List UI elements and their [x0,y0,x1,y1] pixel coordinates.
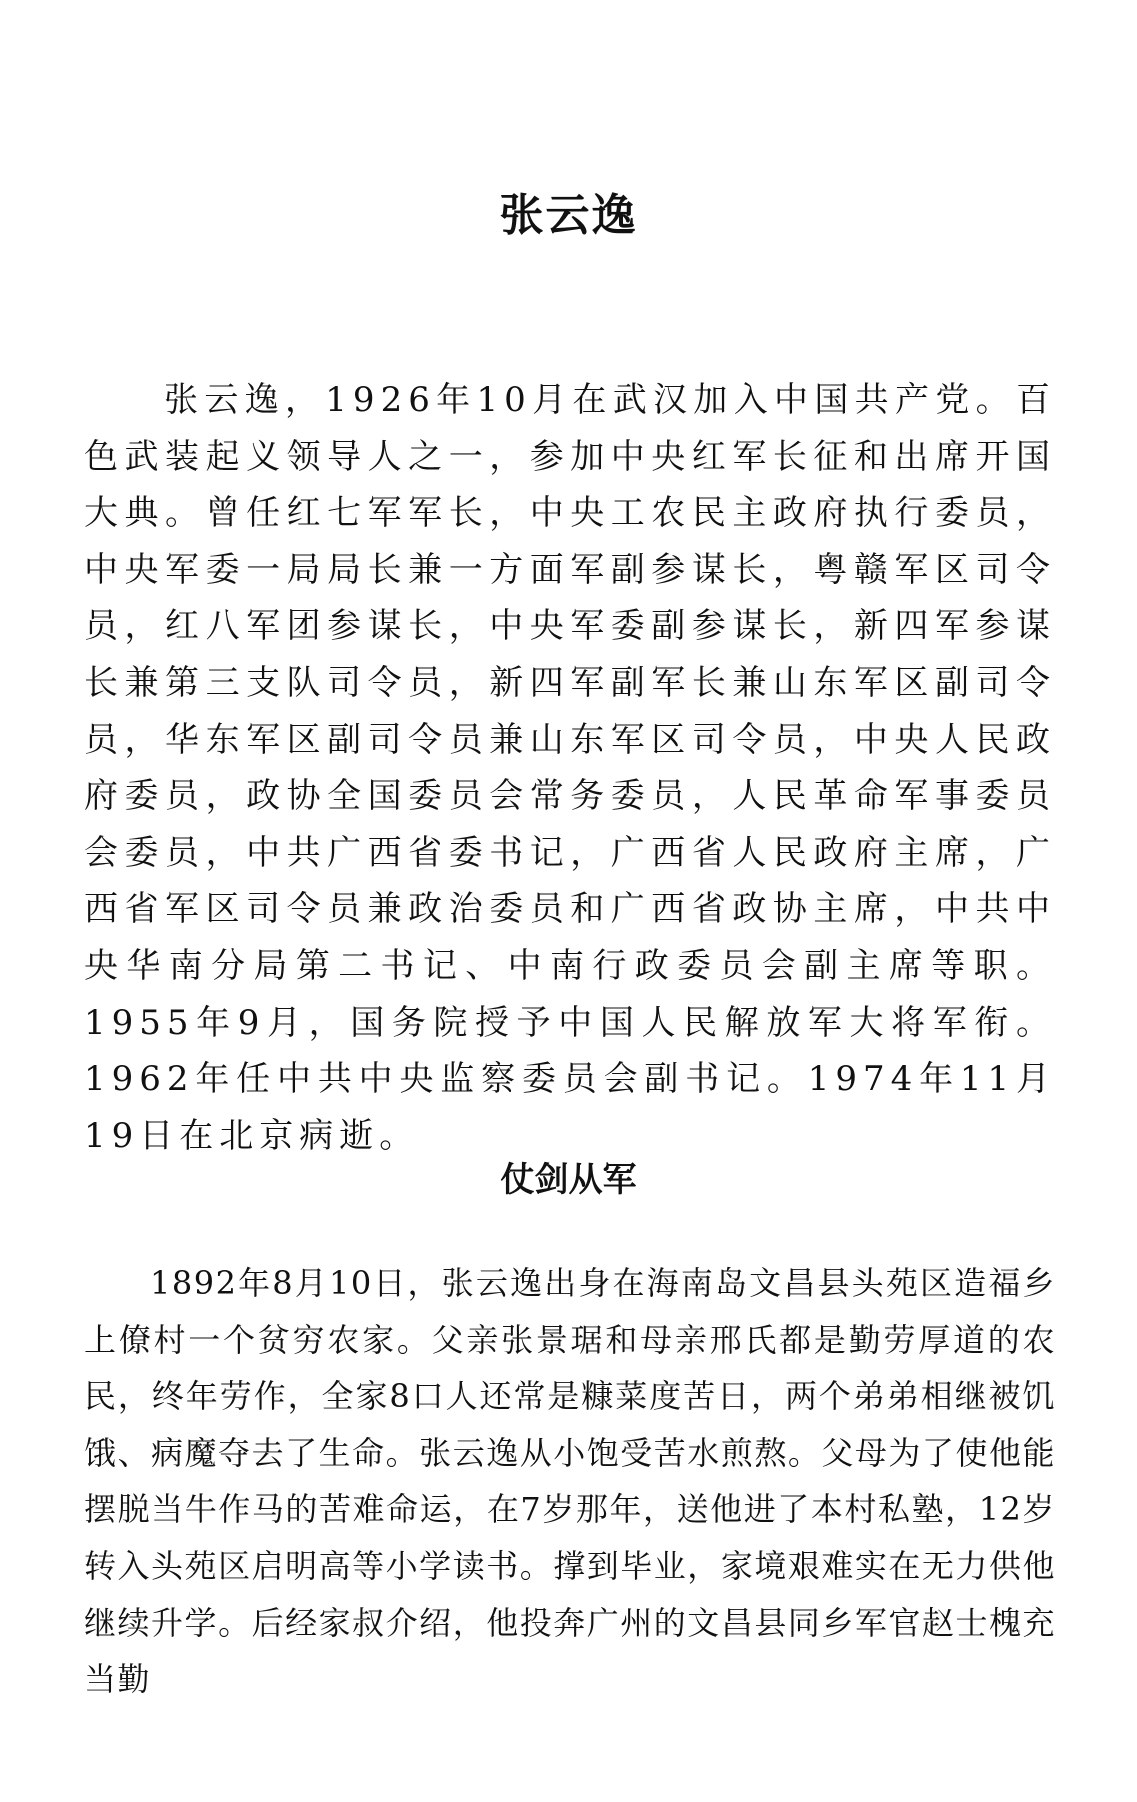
intro-paragraph: 张云逸，1926年10月在武汉加入中国共产党。百色武装起义领导人之一，参加中央红军长征和出席开国大典。曾任红七军军长，中央工农民主政府执行委员，中央军委一局局长兼一方面军副参谋长，粤赣军区司令员，红八军团参谋长，中央军委副参谋长，新四军参谋长兼第三支队司令员，新四军副军长兼山东军区副司令员，华东军区副司令员兼山东军区司令员，中央人民政府委员，政协全国委员会常务委员，人民革命军事委员会委员，中共广西省委书记，广西省人民政府主席，广西省军区司令员兼政治委员和广西省政协主席，中共中央华南分局第二书记、中南行政委员会副主席等职。1955年9月，国务院授予中国人民解放军大将军衔。1962年任中共中央监察委员会副书记。1974年11月19日在北京病逝。 [84,380,1056,1156]
section-paragraph: 1892年8月10日，张云逸出身在海南岛文昌县头苑区造福乡上僚村一个贫穷农家。父亲张景琚和母亲邢氏都是勤劳厚道的农民，终年劳作，全家8口人还常是糠菜度苦日，两个弟弟相继被饥饿、病魔夺去了生命。张云逸从小饱受苦水煎熬。父母为了使他能摆脱当牛作马的苦难命运，在7岁那年，送他进了本村私塾，12岁转入头苑区启明高等小学读书。撑到毕业，家境艰难实在无力供他继续升学。后经家叔介绍，他投奔广州的文昌县同乡军官赵士槐充当勤 [84,1264,1056,1699]
section-title: 仗剑从军 [500,1160,637,1200]
page-title: 张云逸 [499,190,638,241]
